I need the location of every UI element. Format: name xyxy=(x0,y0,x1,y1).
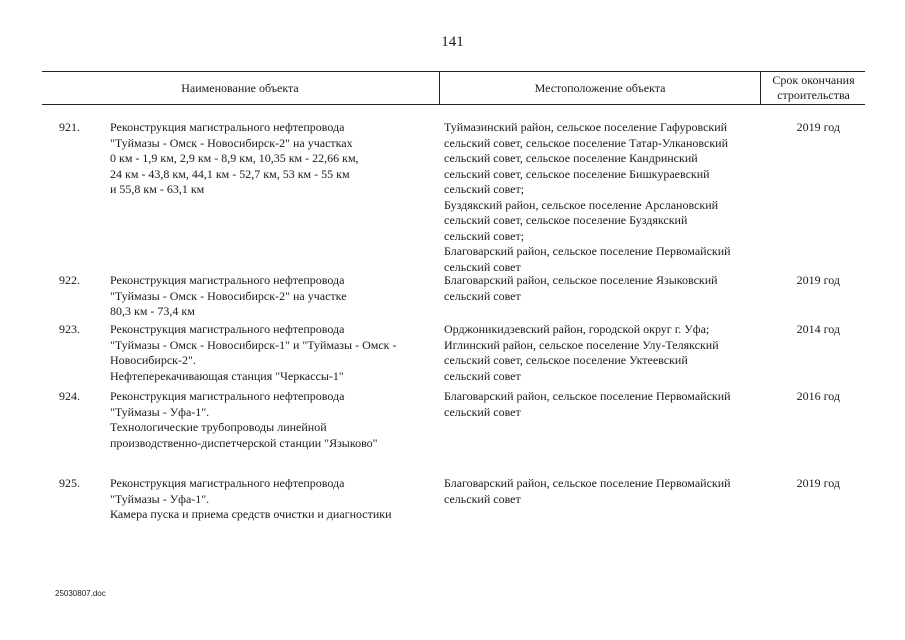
object-name: Реконструкция магистрального нефтепровода "Туймазы - Омск - Новосибирск-2" на участке 80,3 км - 73,4 км xyxy=(110,273,347,318)
object-name: Реконструкция магистрального нефтепровода "Туймазы - Уфа-1". Технологические трубопроводы линейной производственно-диспетчерской станции "Языково" xyxy=(110,389,378,450)
object-location: Орджоникидзевский район, городской округ г. Уфа; Иглинский район, сельское поселение Улу-Телякский сельский совет, сельское поселение Уктеевский сельский совет xyxy=(444,322,719,383)
row-number: 925. xyxy=(59,476,80,490)
object-location: Благоварский район, сельское поселение Первомайский сельский совет xyxy=(444,389,731,419)
header-completion-term: Срок окончания строительства xyxy=(760,72,866,104)
object-name: Реконструкция магистрального нефтепровода "Туймазы - Уфа-1". Камера пуска и приема средств очистки и диагностики xyxy=(110,476,392,521)
completion-term: 2019 год xyxy=(796,273,840,287)
row-number: 923. xyxy=(59,322,80,336)
object-location: Благоварский район, сельское поселение Первомайский сельский совет xyxy=(444,476,731,506)
row-number: 922. xyxy=(59,273,80,287)
completion-term: 2014 год xyxy=(796,322,840,336)
object-location: Благоварский район, сельское поселение Языковский сельский совет xyxy=(444,273,718,303)
object-name: Реконструкция магистрального нефтепровода "Туймазы - Омск - Новосибирск-2" на участках 0 км - 1,9 км, 2,9 км - 8,9 км, 10,35 км - 22,66 км, 24 км - 43,8 км, 44,1 км - 52,7 км, 53 км - 55 км и 55,8 км - 63,1 км xyxy=(110,120,359,196)
row-number: 924. xyxy=(59,389,80,403)
page-number: 141 xyxy=(441,34,464,50)
completion-term: 2016 год xyxy=(796,389,840,403)
completion-term: 2019 год xyxy=(796,120,840,134)
row-number: 921. xyxy=(59,120,80,134)
document-code: 25030807.doc xyxy=(55,589,106,598)
object-location: Туймазинский район, сельское поселение Гафуровский сельский совет, сельское поселение Татар-Улкановский сельский совет, сельское поселение Кандринский сельский совет, сельское поселение Бишкураевский сельский совет; Буздякский район, сельское поселение Арслановский сельский совет, сельское поселение Буздякский сельский совет; Благоварский район, сельское поселение Первомайский сельский совет xyxy=(444,120,731,274)
header-object-name: Наименование объекта xyxy=(181,80,299,95)
header-object-location: Местоположение объекта xyxy=(439,72,760,104)
table-header xyxy=(42,71,865,105)
object-name: Реконструкция магистрального нефтепровода "Туймазы - Омск - Новосибирск-1" и "Туймазы - Омск - Новосибирск-2". Нефтеперекачивающая станция "Черкассы-1" xyxy=(110,322,397,383)
completion-term: 2019 год xyxy=(796,476,840,490)
